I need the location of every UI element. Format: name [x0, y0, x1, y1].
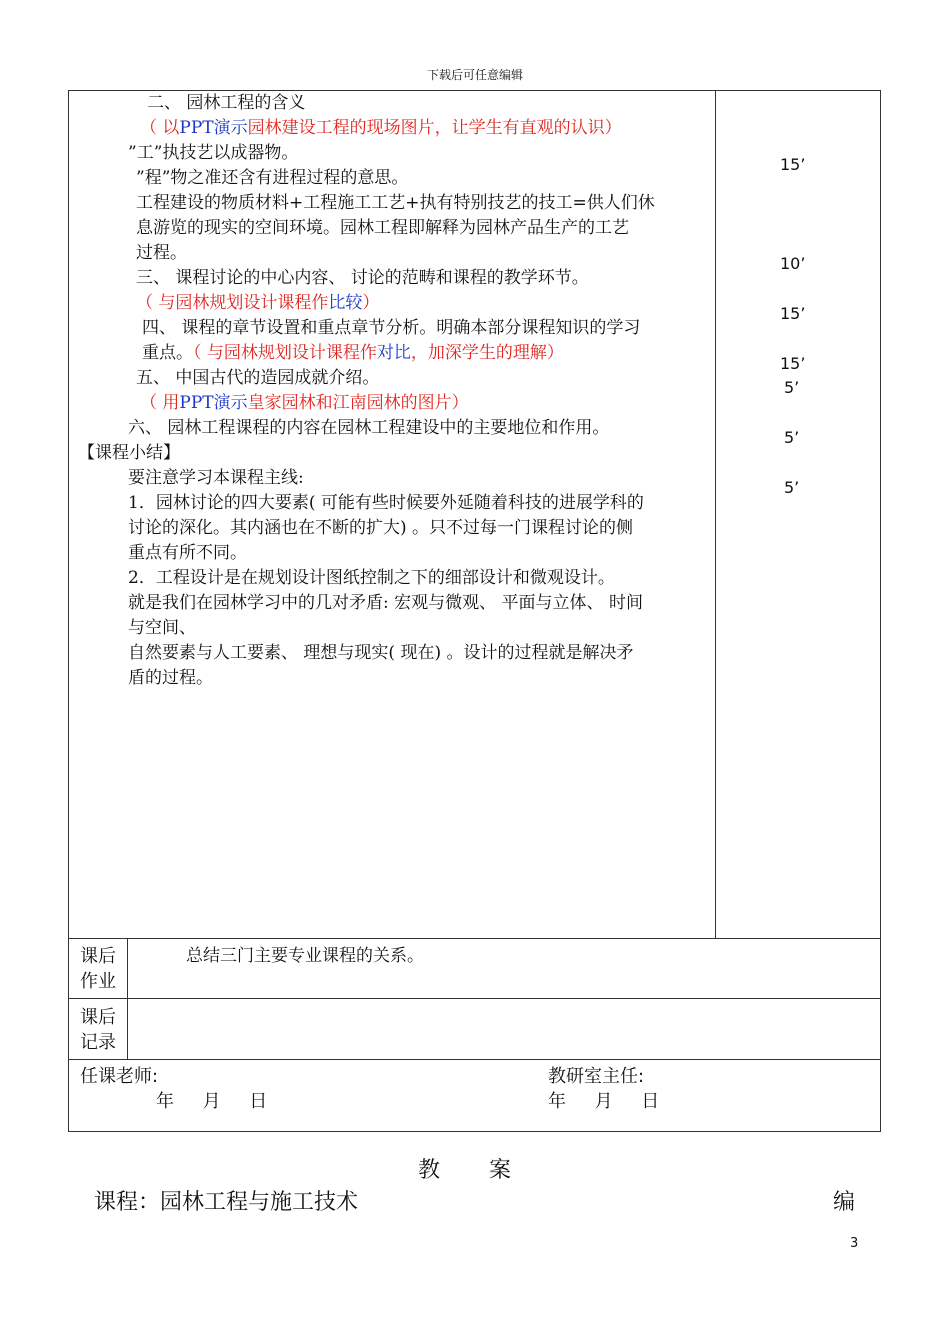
header-note: 下载后可任意编辑: [426, 68, 523, 82]
content-line: ”程”物之准还含有进程过程的意思。: [136, 168, 409, 188]
content-line: 讨论的深化。其内涵也在不断的扩大) 。只不过每一门课程讨论的侧: [128, 518, 634, 538]
director-label: 教研室主任:: [548, 1066, 645, 1087]
content-line: 二、 园林工程的含义: [147, 93, 306, 113]
content-line: 就是我们在园林学习中的几对矛盾: 宏观与微观、 平面与立体、 时间: [128, 593, 643, 613]
time-allocation: 15’: [780, 354, 806, 373]
time-allocation: 5’: [784, 378, 800, 397]
content-line: 工程建设的物质材料+工程施工工艺+执有特别技艺的技工=供人们休: [136, 193, 655, 213]
date-left: 年 月 日: [156, 1091, 268, 1112]
editor-label: 编: [833, 1190, 856, 1215]
time-column-divider: [715, 90, 716, 939]
content-line: 过程。: [136, 243, 187, 263]
content-line: ”工”执技艺以成器物。: [128, 143, 299, 163]
row-divider-signature: [68, 1059, 881, 1060]
time-allocation: 15’: [780, 304, 806, 323]
content-line-annotation: （ 以PPT演示园林建设工程的现场图片，让学生有直观的认识）: [140, 118, 622, 138]
content-line: 与空间、: [128, 618, 196, 638]
row-divider-record: [68, 998, 881, 999]
content-line: 重点有所不同。: [128, 543, 247, 563]
content-line-annotation: 重点。（ 与园林规划设计课程作对比，加深学生的理解）: [142, 343, 564, 363]
content-line: 自然要素与人工要素、 理想与现实( 现在) 。设计的过程就是解决矛: [128, 643, 634, 663]
date-right: 年 月 日: [548, 1091, 660, 1112]
record-label: 课后 记录: [80, 1007, 116, 1053]
page-number: 3: [850, 1236, 859, 1251]
section-heading: 【课程小结】: [78, 443, 180, 463]
next-page-title: 教 案: [418, 1158, 511, 1183]
course-title: 课程：园林工程与施工技术: [94, 1190, 359, 1215]
content-line: 息游览的现实的空间环境。园林工程即解释为园林产品生产的工艺: [136, 218, 629, 238]
content-line-annotation: （ 与园林规划设计课程作比较）: [136, 293, 380, 313]
content-line: 2．工程设计是在规划设计图纸控制之下的细部设计和微观设计。: [128, 568, 615, 588]
label-column-divider: [127, 938, 128, 1059]
content-line: 三、 课程讨论的中心内容、 讨论的范畴和课程的教学环节。: [136, 268, 589, 288]
homework-text: 总结三门主要专业课程的关系。: [186, 946, 424, 966]
content-line: 1．园林讨论的四大要素( 可能有些时候要外延随着科技的进展学科的: [128, 493, 644, 513]
time-allocation: 5’: [784, 428, 800, 447]
time-allocation: 10’: [780, 254, 806, 273]
content-line: 五、 中国古代的造园成就介绍。: [136, 368, 380, 388]
content-line: 六、 园林工程课程的内容在园林工程建设中的主要地位和作用。: [128, 418, 610, 438]
time-allocation: 5’: [784, 478, 800, 497]
row-divider-homework: [68, 938, 881, 939]
content-line-annotation: （ 用PPT演示皇家园林和江南园林的图片）: [140, 393, 469, 413]
homework-label: 课后 作业: [80, 946, 116, 992]
time-allocation: 15’: [780, 155, 806, 174]
content-line: 四、 课程的章节设置和重点章节分析。明确本部分课程知识的学习: [142, 318, 641, 338]
content-line: 盾的过程。: [128, 668, 213, 688]
teacher-label: 任课老师:: [80, 1066, 159, 1087]
content-line: 要注意学习本课程主线:: [128, 468, 304, 488]
